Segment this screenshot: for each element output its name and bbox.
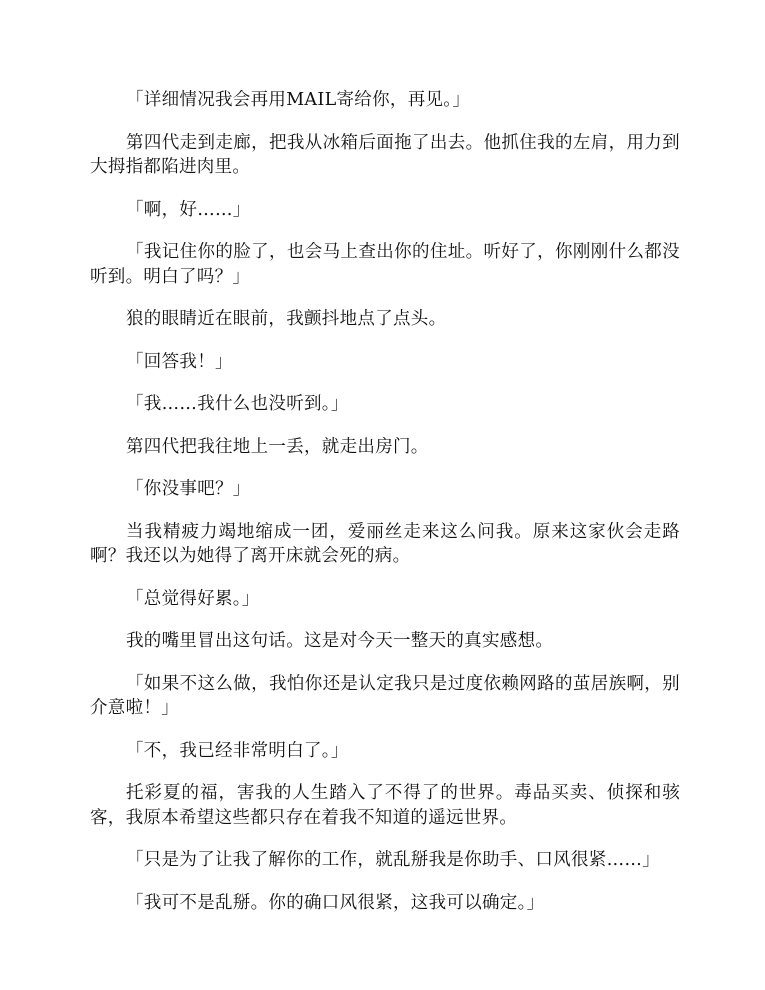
document-page: [90, 88, 680, 933]
paragraph-8: 第四代把我往地上一丢，就走出房门。: [126, 436, 429, 457]
paragraph-12: 我的嘴里冒出这句话。这是对今天一整天的真实感想。: [126, 631, 554, 651]
paragraph-5: 狼的眼睛近在眼前，我颤抖地点了点头。: [126, 309, 447, 329]
paragraph-13: 「如果不这么做，我怕你还是认定我只是过度依赖网路的茧居族啊，别介意啦！」: [90, 673, 680, 718]
paragraph-7: 「我……我什么也没听到。」: [126, 394, 349, 414]
paragraph-17: 「我可不是乱掰。你的确口风很紧，这我可以确定。」: [126, 892, 545, 913]
paragraph-15: 托彩夏的福，害我的人生踏入了不得了的世界。毒品买卖、侦探和骇客，我原本希望这些都只存在着我不知道的遥远世界。: [90, 783, 680, 828]
paragraph-14: 「不，我已经非常明白了。」: [126, 740, 349, 761]
paragraph-2: 第四代走到走廊，把我从冰箱后面拖了出去。他抓住我的左肩，用力到大拇指都陷进肉里。: [90, 132, 680, 177]
paragraph-4: 「我记住你的脸了，也会马上查出你的住址。听好了，你刚刚什么都没听到。明白了吗？」: [90, 242, 680, 287]
paragraph-10: 当我精疲力竭地缩成一团，爱丽丝走来这么问我。原来这家伙会走路啊？我还以为她得了离开床就会死的病。: [90, 521, 680, 566]
paragraph-3: 「啊，好……」: [126, 199, 251, 220]
paragraph-9: 「你没事吧？」: [126, 479, 251, 499]
paragraph-6: 「回答我！」: [126, 351, 233, 372]
paragraph-1: 「详细情况我会再用MAIL寄给你，再见。」: [126, 90, 471, 110]
paragraph-11: 「总觉得好累。」: [126, 588, 260, 609]
paragraph-16: 「只是为了让我了解你的工作，就乱掰我是你助手、口风很紧……」: [126, 850, 660, 870]
